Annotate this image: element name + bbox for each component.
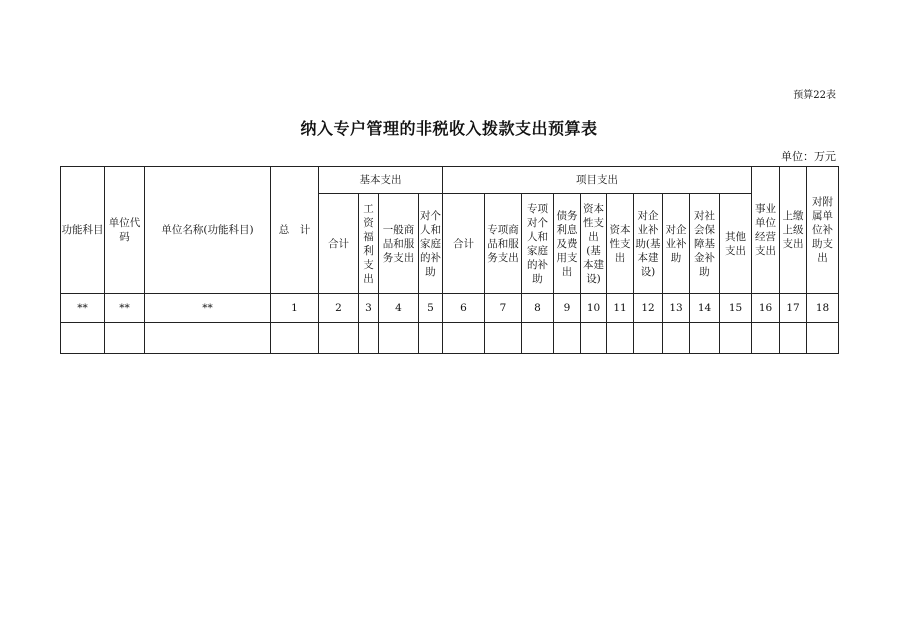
index-cell: 17 — [780, 294, 807, 323]
data-cell — [752, 323, 780, 354]
data-cell — [319, 323, 359, 354]
data-cell — [607, 323, 634, 354]
header-project-capital: 资本性支出 — [607, 194, 634, 294]
header-basic-goods-services: 一般商品和服务支出 — [379, 194, 419, 294]
data-row — [61, 323, 839, 354]
index-cell: 10 — [581, 294, 607, 323]
data-cell — [61, 323, 105, 354]
header-basic-personal-aid: 对个人和家庭的补助 — [419, 194, 443, 294]
data-cell — [554, 323, 581, 354]
data-cell — [271, 323, 319, 354]
index-cell: 13 — [663, 294, 690, 323]
header-row-top — [61, 167, 839, 194]
header-func-subject: 功能科目 — [61, 167, 105, 294]
index-cell: ** — [145, 294, 271, 323]
index-cell: 11 — [607, 294, 634, 323]
data-cell — [145, 323, 271, 354]
header-basic-wages: 工资福利支出 — [359, 194, 379, 294]
header-upper-payment: 上缴上级支出 — [780, 167, 807, 294]
index-cell: 8 — [522, 294, 554, 323]
header-project-other: 其他支出 — [720, 194, 752, 294]
data-cell — [581, 323, 607, 354]
index-cell: 1 — [271, 294, 319, 323]
header-unit-code: 单位代码 — [105, 167, 145, 294]
header-unit-name: 单位名称(功能科目) — [145, 167, 271, 294]
index-cell: 7 — [485, 294, 522, 323]
unit-label: 单位：万元 — [781, 150, 836, 163]
index-cell: ** — [61, 294, 105, 323]
header-business-operation: 事业单位经营支出 — [752, 167, 780, 294]
data-cell — [690, 323, 720, 354]
index-cell: 6 — [443, 294, 485, 323]
header-project-expenditure: 项目支出 — [443, 167, 752, 194]
data-cell — [359, 323, 379, 354]
header-project-capital-construction: 资本性支出(基本建设) — [581, 194, 607, 294]
header-project-enterprise-aid: 对企业补助 — [663, 194, 690, 294]
data-cell — [780, 323, 807, 354]
header-project-enterprise-aid-construction: 对企业补助(基本建设) — [634, 194, 663, 294]
header-project-goods-services: 专项商品和服务支出 — [485, 194, 522, 294]
header-basic-expenditure: 基本支出 — [319, 167, 443, 194]
data-cell — [634, 323, 663, 354]
index-row — [61, 294, 839, 323]
index-cell: ** — [105, 294, 145, 323]
index-cell: 14 — [690, 294, 720, 323]
index-cell: 3 — [359, 294, 379, 323]
form-number: 预算22表 — [793, 90, 836, 101]
index-cell: 12 — [634, 294, 663, 323]
data-cell — [485, 323, 522, 354]
header-subsidiary-aid: 对附属单位补助支出 — [807, 167, 839, 294]
data-cell — [443, 323, 485, 354]
index-cell: 5 — [419, 294, 443, 323]
header-project-debt-interest: 债务利息及费用支出 — [554, 194, 581, 294]
header-project-total: 合计 — [443, 194, 485, 294]
page-title: 纳入专户管理的非税收入拨款支出预算表 — [300, 119, 598, 138]
data-cell — [419, 323, 443, 354]
index-cell: 15 — [720, 294, 752, 323]
index-cell: 16 — [752, 294, 780, 323]
index-cell: 2 — [319, 294, 359, 323]
budget-table — [60, 166, 839, 354]
index-cell: 9 — [554, 294, 581, 323]
data-cell — [105, 323, 145, 354]
data-cell — [663, 323, 690, 354]
header-project-personal-aid: 专项对个人和家庭的补助 — [522, 194, 554, 294]
index-cell: 4 — [379, 294, 419, 323]
data-cell — [807, 323, 839, 354]
index-cell: 18 — [807, 294, 839, 323]
data-cell — [720, 323, 752, 354]
header-project-social-security-aid: 对社会保障基金补助 — [690, 194, 720, 294]
header-total: 总 计 — [271, 167, 319, 294]
data-cell — [379, 323, 419, 354]
data-cell — [522, 323, 554, 354]
header-basic-total: 合计 — [319, 194, 359, 294]
